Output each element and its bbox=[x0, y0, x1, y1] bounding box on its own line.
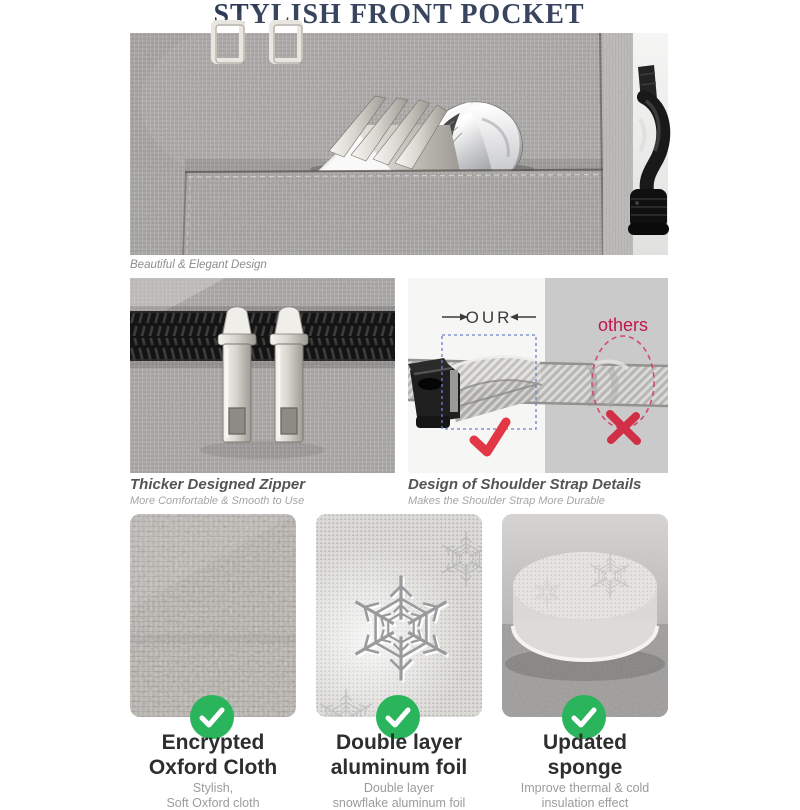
others-label: others bbox=[597, 315, 649, 335]
zipper-pull-left bbox=[218, 307, 256, 442]
aluminum-foil-photo bbox=[316, 514, 482, 717]
main-photo-caption: Beautiful & Elegant Design bbox=[130, 259, 267, 271]
feature-sub: Soft Oxford cloth bbox=[166, 796, 260, 810]
front-pocket-photo-art bbox=[130, 33, 668, 255]
feature-title: aluminum foil bbox=[330, 756, 468, 779]
feature-sub: Improve thermal & cold bbox=[520, 781, 650, 795]
strap-comparison-art bbox=[408, 278, 668, 473]
feature-sponge bbox=[493, 730, 677, 810]
feature-sub: Double layer bbox=[363, 781, 435, 795]
zipper-pull-right bbox=[270, 307, 308, 442]
feature-sub: snowflake aluminum foil bbox=[332, 796, 466, 810]
strap-caption-sub: Makes the Shoulder Strap More Durable bbox=[408, 495, 605, 507]
feature-sub: Stylish, bbox=[192, 781, 234, 795]
feature-title: Double layer bbox=[335, 731, 463, 754]
feature-title: sponge bbox=[547, 756, 623, 779]
sponge-photo bbox=[502, 514, 668, 717]
feature-title: Updated bbox=[543, 731, 627, 754]
zipper-caption-sub: More Comfortable & Smooth to Use bbox=[130, 495, 305, 507]
strap-caption-title: Design of Shoulder Strap Details bbox=[408, 476, 642, 493]
our-label: OUR bbox=[465, 308, 513, 327]
feature-aluminum-foil bbox=[307, 730, 491, 810]
page-title: STYLISH FRONT POCKET bbox=[213, 0, 585, 30]
oxford-cloth-photo bbox=[130, 514, 296, 717]
front-pocket-panel bbox=[130, 170, 610, 256]
feature-title: Oxford Cloth bbox=[148, 756, 278, 779]
zipper-photo-art bbox=[130, 278, 395, 473]
zipper-photo bbox=[130, 278, 395, 473]
feature-oxford-cloth bbox=[121, 730, 305, 810]
strap-comparison-photo bbox=[408, 278, 668, 473]
feature-sub: insulation effect bbox=[541, 796, 629, 810]
zipper-caption-title: Thicker Designed Zipper bbox=[130, 476, 306, 493]
front-pocket-photo bbox=[130, 33, 668, 255]
feature-title: Encrypted bbox=[161, 731, 265, 754]
zipper-band bbox=[130, 311, 395, 361]
sponge-disc bbox=[513, 552, 657, 660]
